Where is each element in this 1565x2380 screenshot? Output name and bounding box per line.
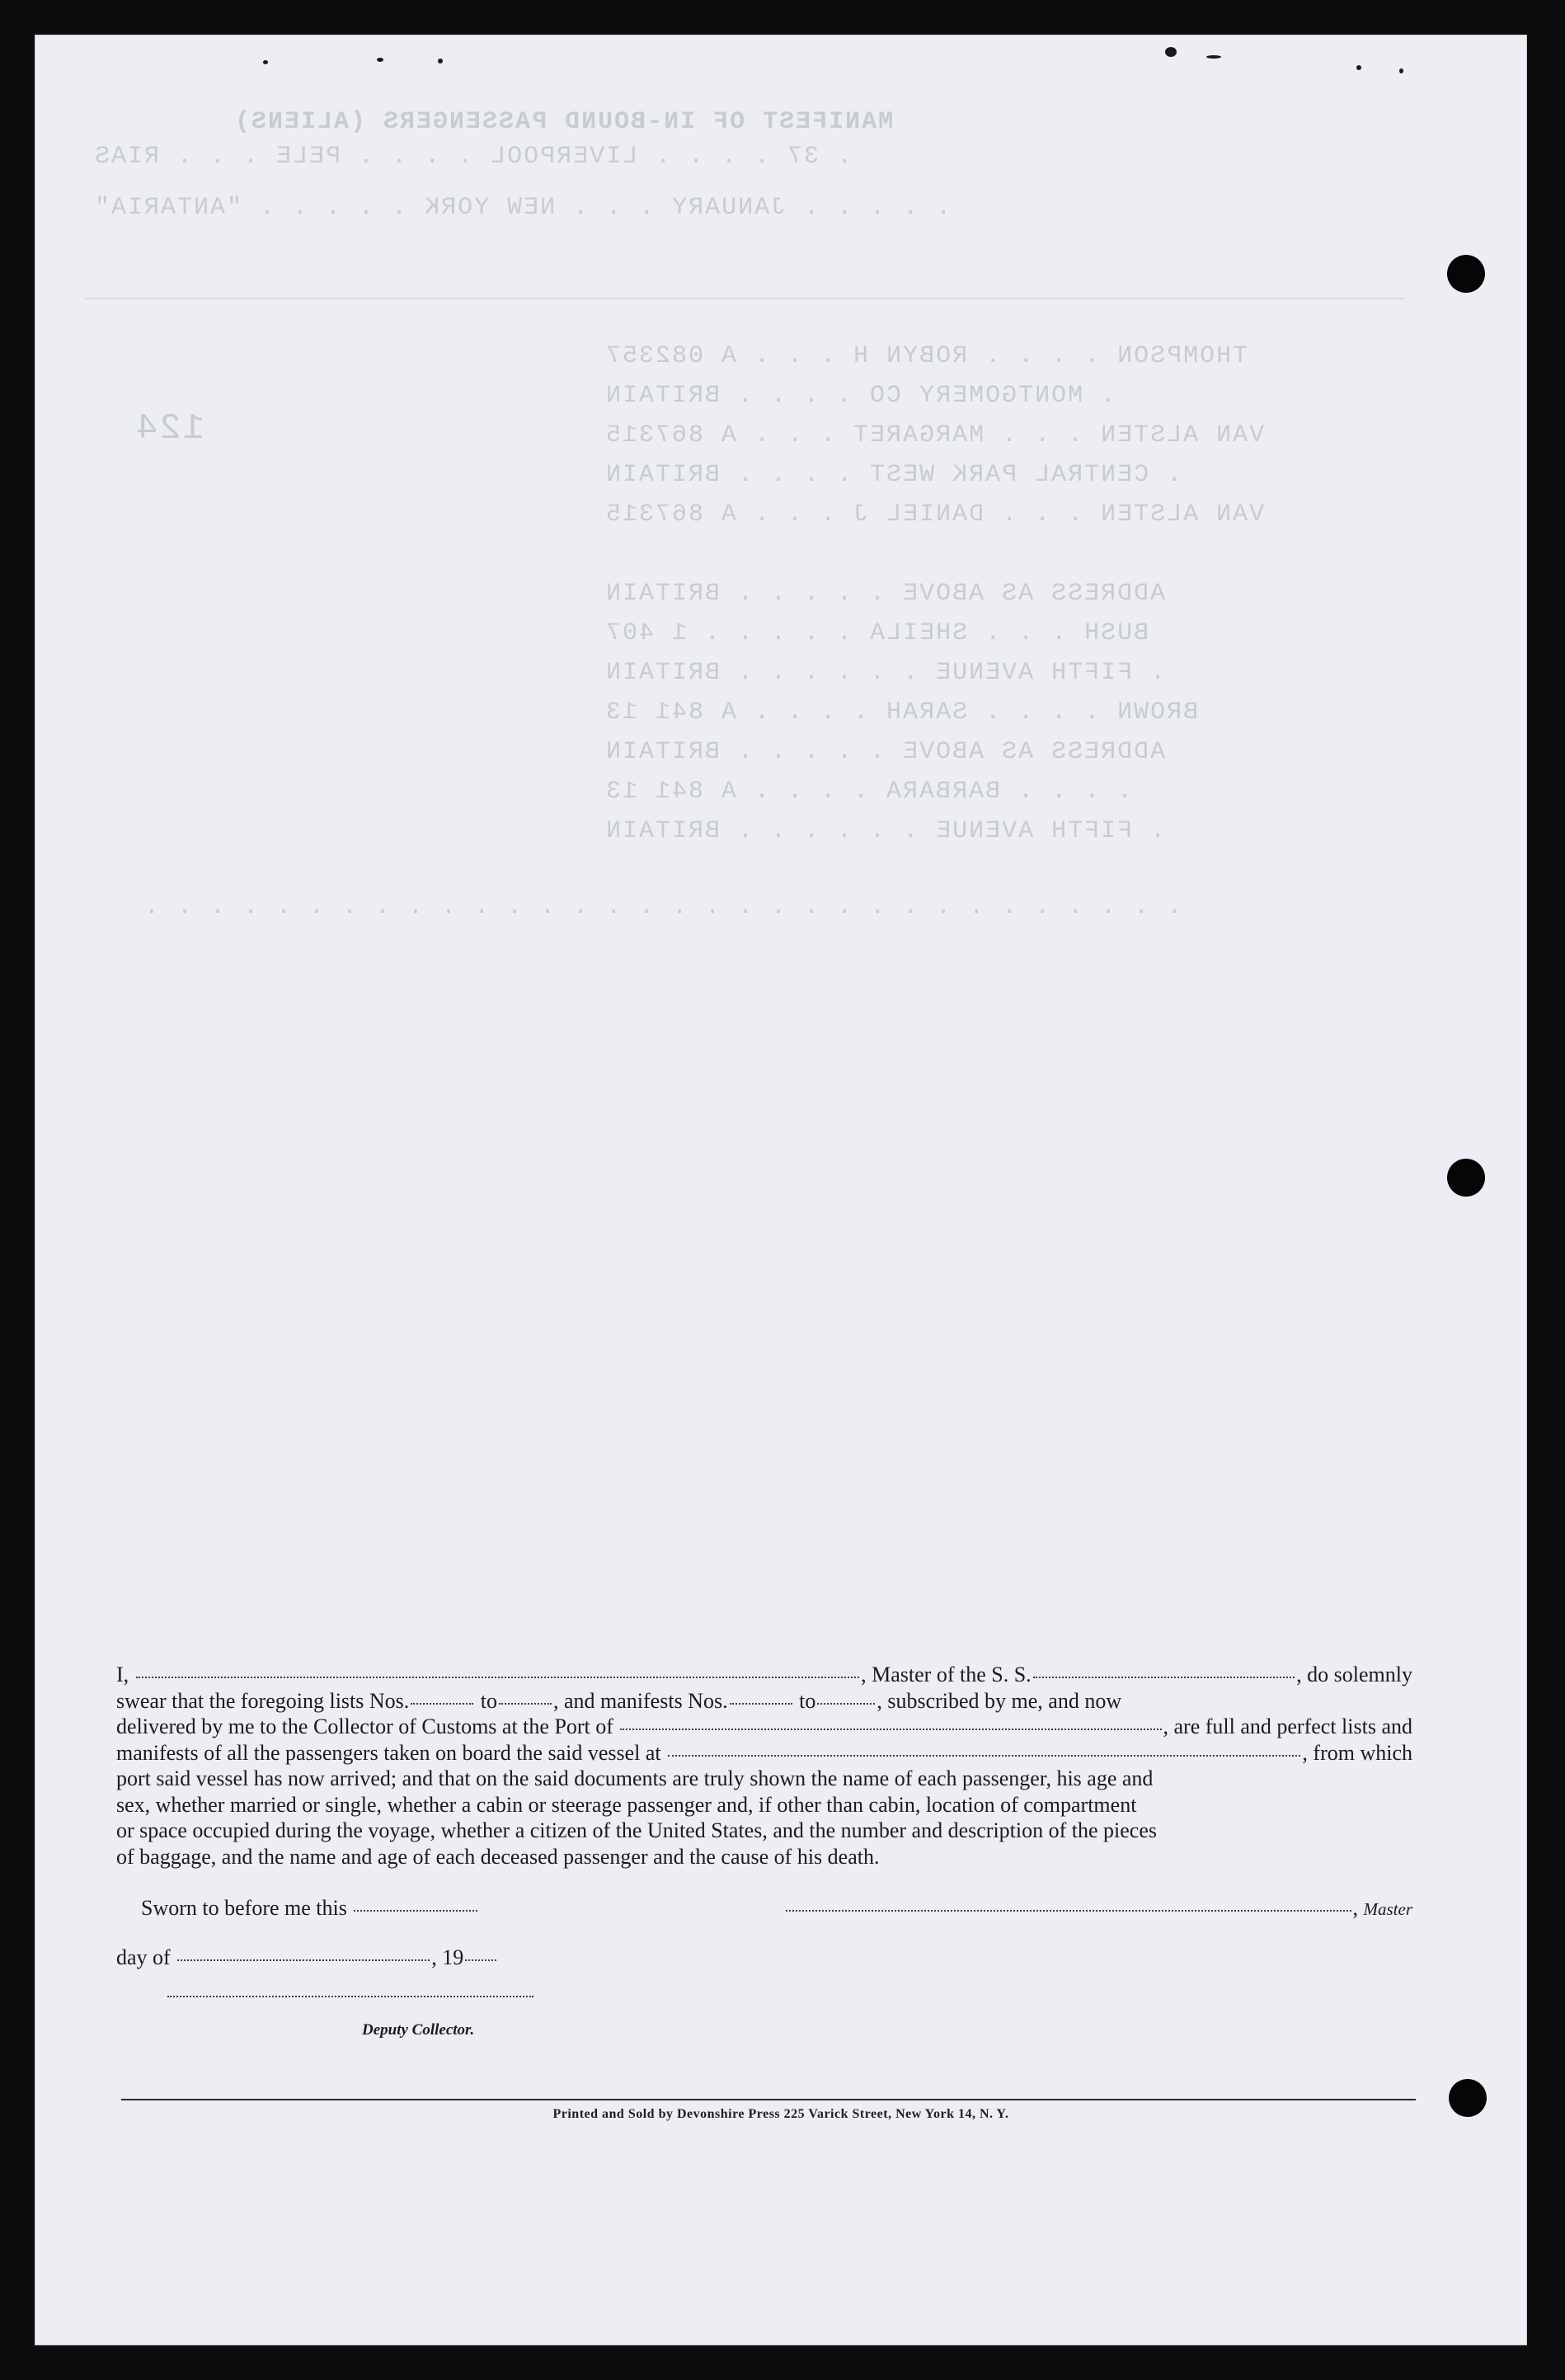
paper-mark bbox=[1206, 55, 1221, 59]
bleed-through-line: THOMPSON . . . . ROBYN H . . . A 082357 bbox=[604, 342, 1248, 370]
bleed-through-line: . . . . BARBARA . . . . A 841 13 bbox=[604, 778, 1133, 806]
bleed-through-line: ADDRESS AS ABOVE . . . . . BRITAIN bbox=[604, 738, 1166, 766]
paper-mark bbox=[1165, 47, 1177, 57]
oath-text: to bbox=[793, 1688, 816, 1713]
punch-hole bbox=[1447, 1159, 1485, 1197]
oath-line bbox=[116, 1792, 1412, 1818]
deputy-collector-label: Deputy Collector. bbox=[362, 2021, 475, 2039]
oath-line bbox=[116, 1844, 1412, 1870]
oath-text: , are full and perfect lists and bbox=[1163, 1714, 1412, 1738]
bleed-through-line: . MONTGOMERY CO . . . . BRITAIN bbox=[604, 382, 1116, 410]
oath-text: sex, whether married or single, whether a cabin or steerage passenger and, if other than cabin, location of compartment bbox=[116, 1792, 1137, 1817]
deputy-signature-blank[interactable] bbox=[167, 1995, 533, 1997]
manifest-to-blank[interactable] bbox=[817, 1702, 875, 1705]
departure-port-blank[interactable] bbox=[668, 1754, 1300, 1757]
bleed-through-line: . FIFTH AVENUE . . . . . . BRITAIN bbox=[604, 659, 1166, 687]
paper-mark bbox=[1399, 68, 1403, 73]
port-blank[interactable] bbox=[620, 1728, 1161, 1730]
oath-text: I, bbox=[116, 1663, 134, 1686]
footer-rule bbox=[121, 2099, 1416, 2100]
bleed-through-line: . 37 . . . . LIVERPOOL . . . . PELE . . . RIAS bbox=[93, 143, 853, 171]
bleed-through-number: 124 bbox=[134, 408, 205, 449]
oath-text: , Master of the S. S. bbox=[861, 1663, 1032, 1686]
paper-mark bbox=[1356, 65, 1361, 70]
oath-line bbox=[116, 1766, 1412, 1792]
oath-line bbox=[116, 1714, 1412, 1740]
bleed-through-line: VAN ALSTEN . . . MARGARET . . . A 867315 bbox=[604, 421, 1265, 449]
master-name-blank[interactable] bbox=[136, 1676, 859, 1678]
oath-text: , do solemnly bbox=[1296, 1663, 1412, 1686]
printer-imprint: Printed and Sold by Devonshire Press 225 Varick Street, New York 14, N. Y. bbox=[552, 2107, 1009, 2121]
oath-line bbox=[116, 1740, 1412, 1766]
oath-text: , and manifests Nos. bbox=[553, 1688, 728, 1713]
deputy-collector-caption bbox=[362, 2021, 474, 2039]
oath-text: , subscribed by me, and now bbox=[876, 1688, 1122, 1713]
sworn-line: Sworn to before me this , Master bbox=[141, 1896, 1412, 1920]
oath-text: or space occupied during the voyage, whether a citizen of the United States, and the number and description of the pieces bbox=[116, 1818, 1158, 1842]
master-oath bbox=[116, 1662, 1412, 1870]
year-label: , 19 bbox=[431, 1945, 464, 1969]
bleed-through-line: ADDRESS AS ABOVE . . . . . BRITAIN bbox=[604, 580, 1166, 608]
ship-name-blank[interactable] bbox=[1033, 1676, 1295, 1678]
manifest-from-blank[interactable] bbox=[730, 1702, 792, 1705]
master-label: Master bbox=[1363, 1899, 1412, 1919]
bleed-through-line: VAN ALSTEN . . . DANIEL J . . . A 867315 bbox=[604, 501, 1265, 529]
paper-mark bbox=[438, 59, 443, 63]
bleed-through-heading: MANIFEST OF IN-BOUND PASSENGERS (ALIENS) bbox=[233, 108, 894, 136]
oath-text: to bbox=[475, 1688, 497, 1713]
oath-line bbox=[116, 1818, 1412, 1844]
sworn-day-blank[interactable] bbox=[354, 1909, 477, 1912]
paper-mark bbox=[377, 58, 383, 62]
oath-text: delivered by me to the Collector of Customs at the Port of bbox=[116, 1714, 619, 1738]
bleed-through-area bbox=[35, 35, 1526, 959]
oath-text: , from which bbox=[1302, 1740, 1412, 1765]
day-of-label: day of bbox=[116, 1945, 176, 1969]
manifest-page-back bbox=[35, 35, 1527, 2345]
year-blank[interactable] bbox=[465, 1959, 496, 1961]
master-signature-blank[interactable] bbox=[786, 1909, 1351, 1912]
bleed-through-rule bbox=[85, 298, 1404, 299]
sworn-label: Sworn to before me this bbox=[141, 1896, 353, 1920]
bleed-through-line: . FIFTH AVENUE . . . . . . BRITAIN bbox=[604, 817, 1166, 845]
list-to-blank[interactable] bbox=[499, 1702, 552, 1705]
bleed-through-line: BUSH . . . SHEILA . . . . . 1 407 bbox=[604, 619, 1149, 647]
oath-line bbox=[116, 1662, 1412, 1688]
bleed-through-line: . . . . . . . . . . . . . . . . . . . . . . . . . . . . . . . . bbox=[143, 893, 1182, 921]
oath-text: swear that the foregoing lists Nos. bbox=[116, 1688, 410, 1713]
punch-hole bbox=[1447, 255, 1485, 293]
bleed-through-line: BROWN . . . . SARAH . . . . A 841 13 bbox=[604, 698, 1199, 727]
oath-text: of baggage, and the name and age of each deceased passenger and the cause of his death. bbox=[116, 1844, 880, 1869]
oath-text: manifests of all the passengers taken on board the said vessel at bbox=[116, 1740, 667, 1765]
bleed-through-line: . CENTRAL PARK WEST . . . . BRITAIN bbox=[604, 461, 1182, 489]
month-blank[interactable] bbox=[177, 1959, 430, 1961]
oath-line bbox=[116, 1688, 1412, 1714]
list-from-blank[interactable] bbox=[411, 1702, 473, 1705]
deputy-collector-line bbox=[166, 1998, 535, 2001]
bleed-through-line: . . . . . JANUARY . . . NEW YORK . . . . . "ANTARIA" bbox=[93, 194, 952, 222]
paper-mark bbox=[263, 60, 268, 64]
day-of-line bbox=[116, 1945, 498, 1970]
oath-text: port said vessel has now arrived; and that on the said documents are truly shown the name of each passenger, his age and bbox=[116, 1766, 1154, 1790]
